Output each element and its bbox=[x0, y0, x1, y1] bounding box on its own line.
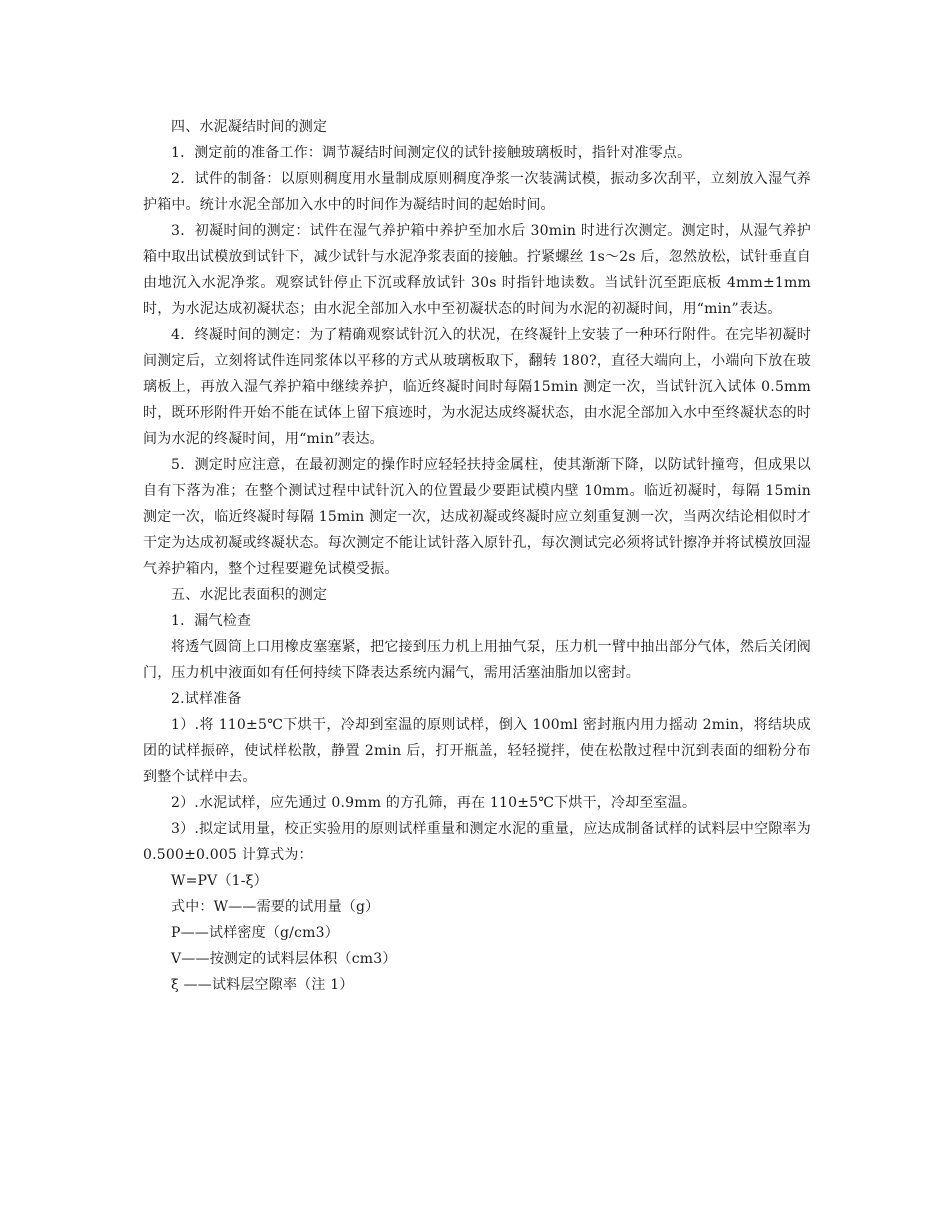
formula-definition-p: P——试样密度（g/cm3） bbox=[171, 925, 339, 941]
formula-definition-v: V——按测定的试料层体积（cm3） bbox=[171, 951, 397, 967]
paragraph-sample-step-3: 3）.拟定试用量，校正实验用的原则试样重量和测定水泥的重量，应达成制备试样的试料层中空隙率为 0.500±0.005 计算式为： bbox=[143, 821, 811, 863]
paragraph-notes: 5．测定时应注意，在最初测定的操作时应轻轻扶持金属柱，使其渐渐下降，以防试针撞弯，但成果以自有下落为准；在整个测试过程中试针沉入的位置最少要距试模内壁 10mm。临近初凝时，每隔 15min 测定一次，临近终凝时每隔 15min 测定一次，达成初凝或终凝时应立刻重复测一次，当两次结论相似时才干定为达成初凝或终凝状态。每次测定不能让试针落入原针孔，每次测试完必须将试针擦净并将试模放回湿气养护箱内，整个过程要避免试模受振。 bbox=[143, 457, 811, 577]
formula-line: W=PV（1-ξ） bbox=[171, 873, 268, 889]
paragraph-preparation: 1．测定前的准备工作：调节凝结时间测定仪的试针接触玻璃板时，指针对准零点。 bbox=[171, 145, 692, 161]
section-heading-specific-surface-area: 五、水泥比表面积的测定 bbox=[171, 587, 328, 603]
paragraph-sample-step-2: 2）.水泥试样，应先通过 0.9mm 的方孔筛，再在 110±5℃下烘干，冷却至室温。 bbox=[171, 795, 697, 811]
formula-definition-w: 式中：W——需要的试用量（g） bbox=[171, 899, 380, 915]
paragraph-final-setting-time: 4．终凝时间的测定：为了精确观察试针沉入的状况，在终凝针上安装了一种环行附件。在完毕初凝时间测定后，立刻将试件连同浆体以平移的方式从玻璃板取下，翻转 180?，直径大端向上，小端向下放在玻璃板上，再放入湿气养护箱中继续养护，临近终凝时间时每隔15min 测定一次，当试针沉入试体 0.5mm 时，既环形附件开始不能在试体上留下痕迹时，为水泥达成终凝状态，由水泥全部加入水中至终凝状态的时间为水泥的终凝时间，用“min”表达。 bbox=[143, 327, 811, 447]
subheading-leak-check: 1．漏气检查 bbox=[171, 613, 252, 629]
paragraph-specimen-preparation: 2．试件的制备：以原则稠度用水量制成原则稠度净浆一次装满试模，振动多次刮平，立刻放入湿气养护箱中。统计水泥全部加入水中的时间作为凝结时间的起始时间。 bbox=[143, 171, 811, 213]
section-heading-setting-time: 四、水泥凝结时间的测定 bbox=[171, 119, 328, 135]
document-page bbox=[143, 114, 811, 998]
paragraph-leak-check: 将透气圆筒上口用橡皮塞塞紧，把它接到压力机上用抽气泵，压力机一臂中抽出部分气体，然后关闭阀门，压力机中液面如有任何持续下降表达系统内漏气，需用活塞油脂加以密封。 bbox=[143, 639, 811, 681]
subheading-sample-preparation: 2.试样准备 bbox=[171, 691, 242, 707]
paragraph-initial-setting-time: 3．初凝时间的测定：试件在湿气养护箱中养护至加水后 30min 时进行次测定。测定时，从湿气养护箱中取出试模放到试针下，减少试针与水泥净浆表面的接触。拧紧螺丝 1s～2s 后，忽然放松，试针垂直自由地沉入水泥净浆。观察试针停止下沉或释放试针 30s 时指针地读数。当试针沉至距底板 4mm±1mm 时，为水泥达成初凝状态；由水泥全部加入水中至初凝状态的时间为水泥的初凝时间，用“min”表达。 bbox=[143, 223, 811, 317]
paragraph-sample-step-1: 1）.将 110±5℃下烘干，冷却到室温的原则试样，倒入 100ml 密封瓶内用力摇动 2min，将结块成团的试样振碎，使试样松散，静置 2min 后，打开瓶盖，轻轻搅拌，使在松散过程中沉到表面的细粉分布到整个试样中去。 bbox=[143, 717, 811, 785]
formula-definition-xi: ξ ——试料层空隙率（注 1） bbox=[171, 977, 354, 993]
